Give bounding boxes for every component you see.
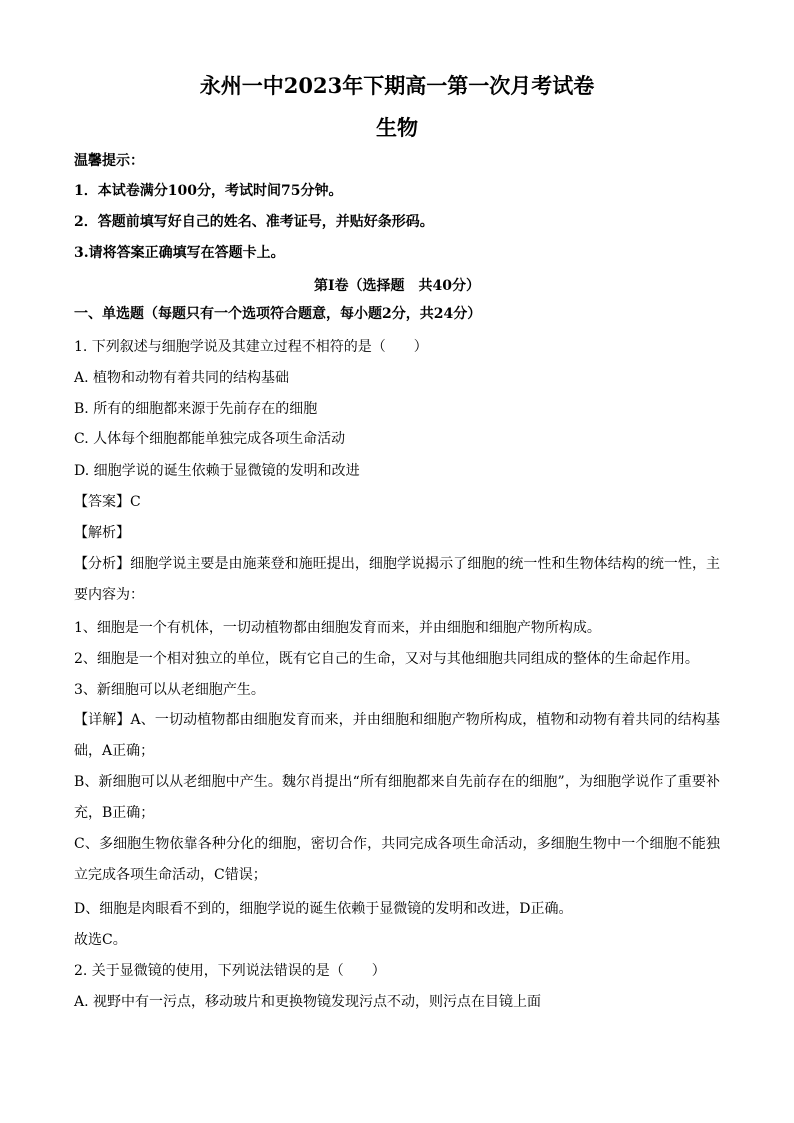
detail-b: B、新细胞可以从老细胞中产生。魏尔肖提出“所有细胞都来自先前存在的细胞”，为细胞学说作了重要补充，B正确； xyxy=(74,774,720,821)
conclusion: 故选C。 xyxy=(74,932,127,948)
detail-c: C、多细胞生物依靠各种分化的细胞，密切合作，共同完成各项生命活动，多细胞生物中一个细胞不能独立完成各项生命活动，C错误； xyxy=(74,836,720,883)
question-option: B. 所有的细胞都来源于先前存在的细胞 xyxy=(74,401,318,417)
part-heading: 一、单选题（每题只有一个选项符合题意，每小题2分，共24分） xyxy=(74,306,482,322)
notice-heading: 温馨提示： xyxy=(74,153,144,169)
detail-a: 【详解】A、一切动植物都由细胞发育而来，并由细胞和细胞产物所构成，植物和动物有着共同的结构基础，A正确； xyxy=(74,712,720,759)
subject-title: 生物 xyxy=(376,115,418,140)
question-stem: 2. 关于显微镜的使用，下列说法错误的是（ ） xyxy=(74,963,386,979)
question-stem: 1. 下列叙述与细胞学说及其建立过程不相符的是（ ） xyxy=(74,339,428,355)
question-option: A. 植物和动物有着共同的结构基础 xyxy=(74,370,290,386)
question-option: C. 人体每个细胞都能单独完成各项生命活动 xyxy=(74,431,346,447)
answer-label: 【答案】C xyxy=(74,494,141,510)
notice-item: 1．本试卷满分100分，考试时间75分钟。 xyxy=(74,183,343,199)
analysis-intro: 【分析】细胞学说主要是由施莱登和施旺提出，细胞学说揭示了细胞的统一性和生物体结构的统一性，主要内容为： xyxy=(74,556,720,603)
exam-title: 永州一中2023年下期高一第一次月考试卷 xyxy=(199,73,595,98)
analysis-point: 3、新细胞可以从老细胞产生。 xyxy=(74,682,265,698)
analysis-point: 1、细胞是一个有机体，一切动植物都由细胞发育而来，并由细胞和细胞产物所构成。 xyxy=(74,620,601,636)
notice-item: 2．答题前填写好自己的姓名、准考证号，并贴好条形码。 xyxy=(74,214,434,230)
question-option: D. 细胞学说的诞生依赖于显微镜的发明和改进 xyxy=(74,463,360,479)
volume-heading: 第I卷（选择题 共40分） xyxy=(313,278,481,294)
notice-item: 3.请将答案正确填写在答题卡上。 xyxy=(74,245,285,261)
question-option: A. 视野中有一污点，移动玻片和更换物镜发现污点不动，则污点在目镜上面 xyxy=(74,994,542,1010)
analysis-label: 【解析】 xyxy=(74,525,130,541)
detail-d: D、细胞是肉眼看不到的，细胞学说的诞生依赖于显微镜的发明和改进，D正确。 xyxy=(74,901,573,917)
analysis-point: 2、细胞是一个相对独立的单位，既有它自己的生命，又对与其他细胞共同组成的整体的生命起作用。 xyxy=(74,651,699,667)
